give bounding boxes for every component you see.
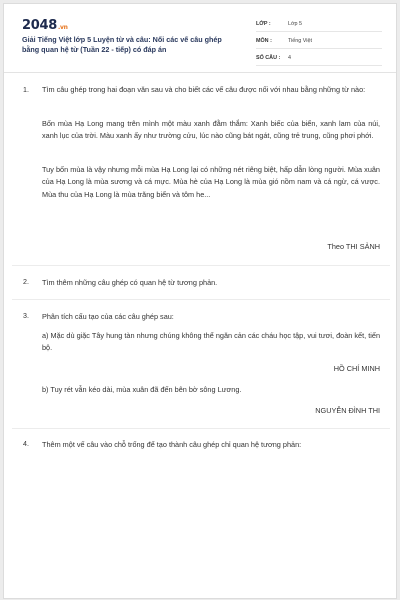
- site-logo[interactable]: [22, 18, 68, 33]
- question-number-2: 2.: [23, 278, 29, 286]
- document-header: [4, 4, 396, 73]
- passage-signature-1: Theo THI SẢNH: [327, 242, 380, 251]
- meta-key-class: LỚP :: [256, 21, 271, 27]
- question-divider: [12, 428, 390, 429]
- question-number-4: 4.: [23, 440, 29, 448]
- passage-paragraph-2: Tuy bốn mùa là vậy nhưng mỗi mùa Hạ Long lại có những nét riêng biệt, hấp dẫn lòng người. Mùa xuân của Hạ Long là mùa sương và cá mực. Mùa hè của Hạ Long là mùa gió nồm nam và cá ngừ, cá vược. Mùa thu của Hạ Long là mùa trăng biển và tôm he...: [42, 165, 380, 199]
- question-prompt-2: Tìm thêm những câu ghép có quan hệ từ tương phản.: [42, 278, 218, 287]
- question-prompt-3: Phân tích cấu tạo của các câu ghép sau:: [42, 312, 174, 321]
- question-divider: [12, 265, 390, 266]
- question-divider: [12, 299, 390, 300]
- meta-row-subject: [256, 34, 382, 49]
- meta-value-subject: Tiếng Việt: [288, 38, 312, 44]
- passage-paragraph-1: Bốn mùa Hạ Long mang trên mình một màu xanh đằm thắm: Xanh biếc của biển, xanh lam của núi, xanh lục của trời. Màu xanh ấy như trường cửu, lúc nào cũng bát ngát, cũng trẻ trung, cũng phơi phới.: [42, 119, 380, 141]
- signature-item-a: HỒ CHÍ MINH: [333, 364, 380, 373]
- meta-row-question-count: [256, 51, 382, 66]
- sentence-item-b: b) Tuy rét vẫn kéo dài, mùa xuân đã đến bên bờ sông Lương.: [42, 385, 242, 394]
- question-number-1: 1.: [23, 86, 29, 94]
- sentence-item-a: a) Mặc dù giặc Tây hung tàn nhưng chúng không thể ngăn cản các cháu học tập, vui tươi, đoàn kết, tiến bộ.: [42, 331, 380, 353]
- signature-item-b: NGUYỄN ĐÌNH THI: [315, 406, 380, 415]
- meta-key-subject: MÔN :: [256, 38, 272, 44]
- question-prompt-1: Tìm câu ghép trong hai đoạn văn sau và cho biết các vế câu được nối với nhau bằng những từ nào:: [42, 85, 366, 94]
- logo-suffix: .vn: [57, 24, 68, 31]
- meta-row-class: [256, 17, 382, 32]
- meta-key-question-count: SỐ CÂU :: [256, 55, 281, 61]
- document-meta: [256, 17, 382, 68]
- meta-value-class: Lớp 5: [288, 21, 303, 27]
- logo-main: 2048: [22, 18, 57, 33]
- question-number-3: 3.: [23, 312, 29, 320]
- document-title: Giải Tiếng Việt lớp 5 Luyện từ và câu: Nối các vế câu ghép bằng quan hệ từ (Tuần 22 - tiếp) có đáp án: [22, 35, 222, 54]
- question-prompt-4: Thêm một vế câu vào chỗ trống để tạo thành câu ghép chỉ quan hệ tương phản:: [42, 440, 302, 449]
- meta-value-question-count: 4: [288, 55, 291, 61]
- document-page: [3, 3, 397, 599]
